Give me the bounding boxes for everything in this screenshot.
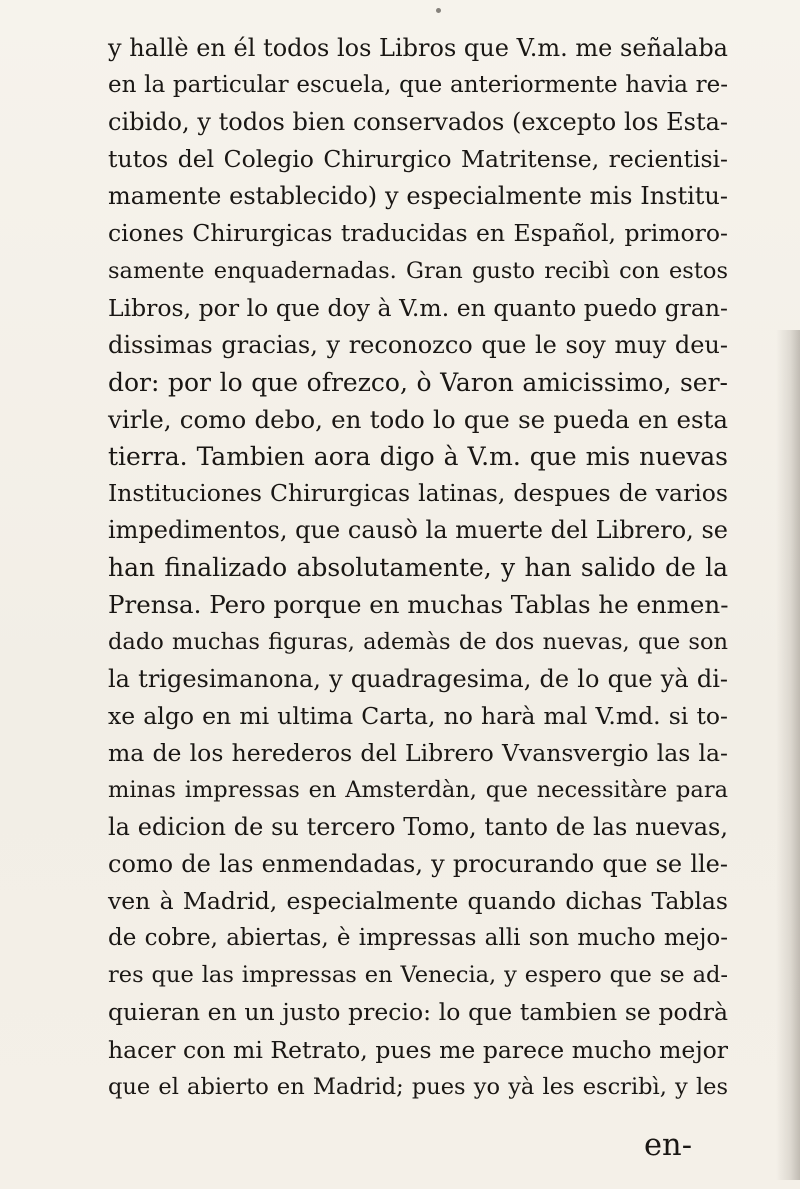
text-line: impedimentos, que causò la muerte del Librero, se <box>108 516 728 545</box>
ink-speck <box>436 8 441 13</box>
text-line: quieran en un justo precio: lo que tambien se podrà <box>108 998 728 1027</box>
text-line: en la particular escuela, que anteriormente havia re- <box>108 72 728 99</box>
text-line: xe algo en mi ultima Carta, no harà mal V.md. si to- <box>108 701 728 730</box>
text-line: Instituciones Chirurgicas latinas, despues de varios <box>108 479 728 508</box>
text-line: ciones Chirurgicas traducidas en Español, primoro- <box>108 219 728 248</box>
text-line: dor: por lo que ofrezco, ò Varon amicissimo, ser- <box>108 367 728 397</box>
body-text <box>108 30 728 1106</box>
text-line: y hallè en él todos los Libros que V.m. me señalaba <box>108 34 728 62</box>
text-line: res que las impressas en Venecia, y espero que se ad- <box>108 962 728 989</box>
text-line: que el abierto en Madrid; pues yo yà les escribì, y les <box>108 1073 728 1100</box>
text-line: la edicion de su tercero Tomo, tanto de las nuevas, <box>108 812 728 841</box>
text-line: han finalizado absolutamente, y han salido de la <box>108 553 728 583</box>
page-edge-shadow <box>776 330 800 1180</box>
text-line: tierra. Tambien aora digo à V.m. que mis nuevas <box>108 442 728 472</box>
text-line: Libros, por lo que doy à V.m. en quanto puedo gran- <box>108 293 728 322</box>
text-line: tutos del Colegio Chirurgico Matritense, recientisi- <box>108 145 728 174</box>
text-line: cibido, y todos bien conservados (excepto los Esta- <box>108 108 728 137</box>
text-line: virle, como debo, en todo lo que se pueda en esta <box>108 404 728 434</box>
text-line: hacer con mi Retrato, pues me parece mucho mejor <box>108 1035 728 1064</box>
text-line: samente enquadernadas. Gran gusto recibì con estos <box>108 257 728 284</box>
text-line: como de las enmendadas, y procurando que se lle- <box>108 850 728 879</box>
text-line: dissimas gracias, y reconozco que le soy muy deu- <box>108 330 728 359</box>
text-line: ven à Madrid, especialmente quando dichas Tablas <box>108 887 728 916</box>
text-line: de cobre, abiertas, è impressas alli son mucho mejo- <box>108 925 728 952</box>
text-line: minas impressas en Amsterdàn, que necessitàre para <box>108 776 728 803</box>
text-line: Prensa. Pero porque en muchas Tablas he enmen- <box>108 590 729 620</box>
catchword: en- <box>644 1128 692 1163</box>
text-line: la trigesimanona, y quadragesima, de lo que yà di- <box>108 664 728 693</box>
text-line: dado muchas figuras, ademàs de dos nuevas, que son <box>108 628 728 655</box>
text-line: mamente establecido) y especialmente mis Institu- <box>108 182 728 211</box>
text-line: ma de los herederos del Librero Vvansvergio las la- <box>108 738 728 767</box>
